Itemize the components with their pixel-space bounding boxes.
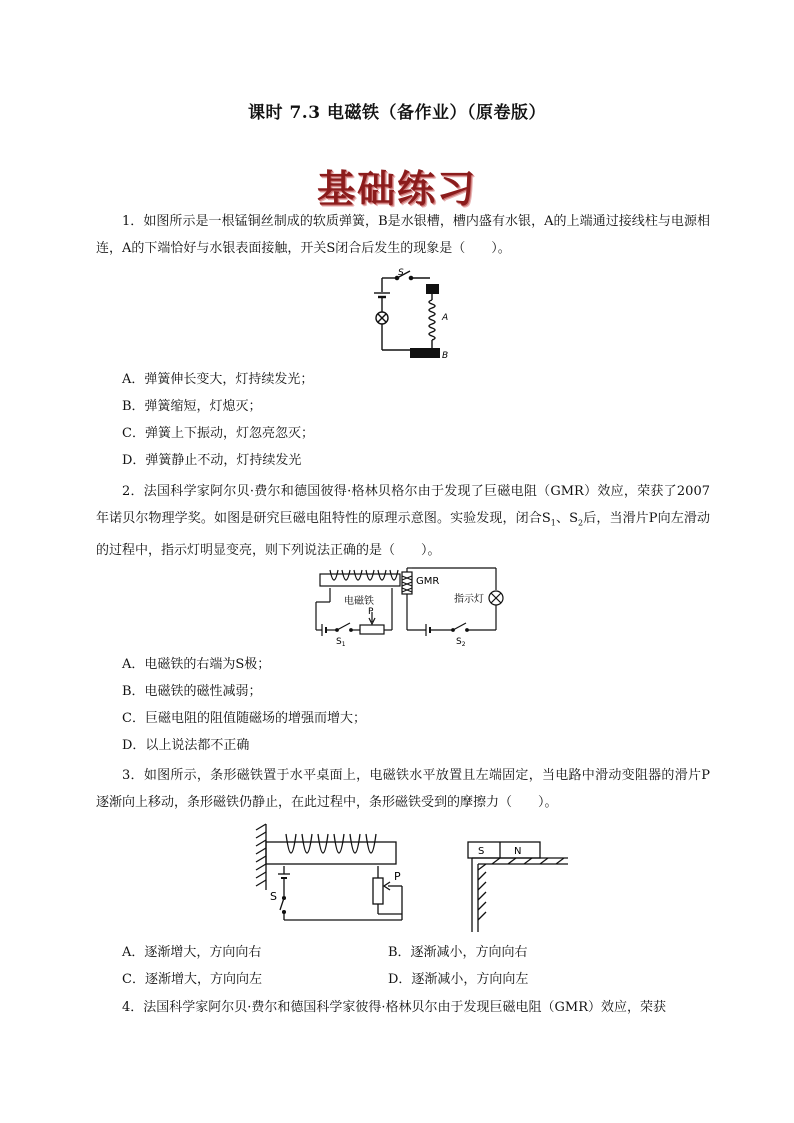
question-3-stem: 3．如图所示，条形磁铁置于水平桌面上，电磁铁水平放置且左端固定，当电路中滑动变阻器的滑片P逐渐向上移动，条形磁铁仍静止，在此过程中，条形磁铁受到的摩擦力（ ）。 bbox=[96, 768, 710, 810]
figure-2-gmr-label: GMR bbox=[416, 576, 440, 587]
question-2-stem-part-2: 、S bbox=[555, 511, 579, 526]
figure-2-lamp-label: 指示灯 bbox=[454, 594, 484, 605]
question-3-option-d: D．逐渐减小，方向向左 bbox=[388, 972, 529, 987]
figure-2-p-label: P bbox=[368, 607, 374, 617]
figure-3-s-label: S bbox=[270, 890, 277, 903]
question-2-option-c: C．巨磁电阻的阻值随磁场的增强而增大； bbox=[122, 711, 366, 726]
figure-3-magnet-s: S bbox=[478, 846, 485, 857]
figure-2-s2-label: $S_2$ bbox=[456, 637, 466, 648]
question-2-sub-1: 1 bbox=[550, 518, 556, 528]
question-1-option-d: D．弹簧静止不动，灯持续发光 bbox=[122, 453, 302, 468]
question-4-stem: 4．法国科学家阿尔贝·费尔和德国科学家彼得·格林贝尔由于发现巨磁电阻（GMR）效应，荣获 bbox=[122, 1000, 667, 1015]
question-1-figure bbox=[370, 266, 460, 362]
question-1-stem: 1．如图所示是一根锰铜丝制成的软质弹簧，B是水银槽，槽内盛有水银，A的上端通过接线柱与电源相连，A的下端恰好与水银表面接触，开关S闭合后发生的现象是（ ）。 bbox=[96, 214, 710, 256]
question-2-stem bbox=[96, 478, 710, 564]
figure-3-magnet-n: N bbox=[514, 846, 522, 857]
question-3-option-b: B．逐渐减小，方向向右 bbox=[388, 945, 528, 960]
question-2-option-b: B．电磁铁的磁性减弱； bbox=[122, 684, 262, 699]
question-2-option-d: D．以上说法都不正确 bbox=[122, 738, 250, 753]
question-1-option-a: A．弹簧伸长变大，灯持续发光； bbox=[122, 372, 314, 387]
question-2-stem-part-1: 2．法国科学家阿尔贝·费尔和德国彼得·格林贝格尔由于发现了巨磁电阻（GMR）效应，荣获了2007年诺贝尔物理学奖。如图是研究巨磁电阻特性的原理示意图。实验发现，闭合S bbox=[96, 484, 710, 526]
figure-2-electromagnet-label: 电磁铁 bbox=[344, 596, 374, 607]
figure-3-p-label: P bbox=[394, 870, 401, 883]
page-title: 课时 7.3 电磁铁（备作业）（原卷版） bbox=[248, 103, 546, 123]
question-1-option-b: B．弹簧缩短，灯熄灭； bbox=[122, 399, 262, 414]
question-2-stem-part-3: 后，当滑片P向左滑动的过程中，指示灯明显变亮，则下列说法正确的是（ ）。 bbox=[96, 511, 710, 558]
figure-1-label-b: B bbox=[442, 351, 449, 361]
question-3-figure bbox=[252, 820, 572, 936]
figure-2-s1-label: $S_1$ bbox=[336, 637, 346, 648]
section-heading: 基础练习 bbox=[316, 166, 477, 211]
question-1-option-c: C．弹簧上下振动，灯忽亮忽灭； bbox=[122, 426, 314, 441]
question-3-option-a: A．逐渐增大，方向向右 bbox=[122, 945, 262, 960]
question-2-option-a: A．电磁铁的右端为S极； bbox=[122, 657, 271, 672]
question-2-figure bbox=[306, 562, 516, 648]
question-3-option-c: C．逐渐增大，方向向左 bbox=[122, 972, 262, 987]
figure-1-label-s: S bbox=[398, 268, 404, 278]
question-2-sub-2: 2 bbox=[578, 518, 584, 528]
figure-1-label-a: A bbox=[442, 313, 449, 323]
